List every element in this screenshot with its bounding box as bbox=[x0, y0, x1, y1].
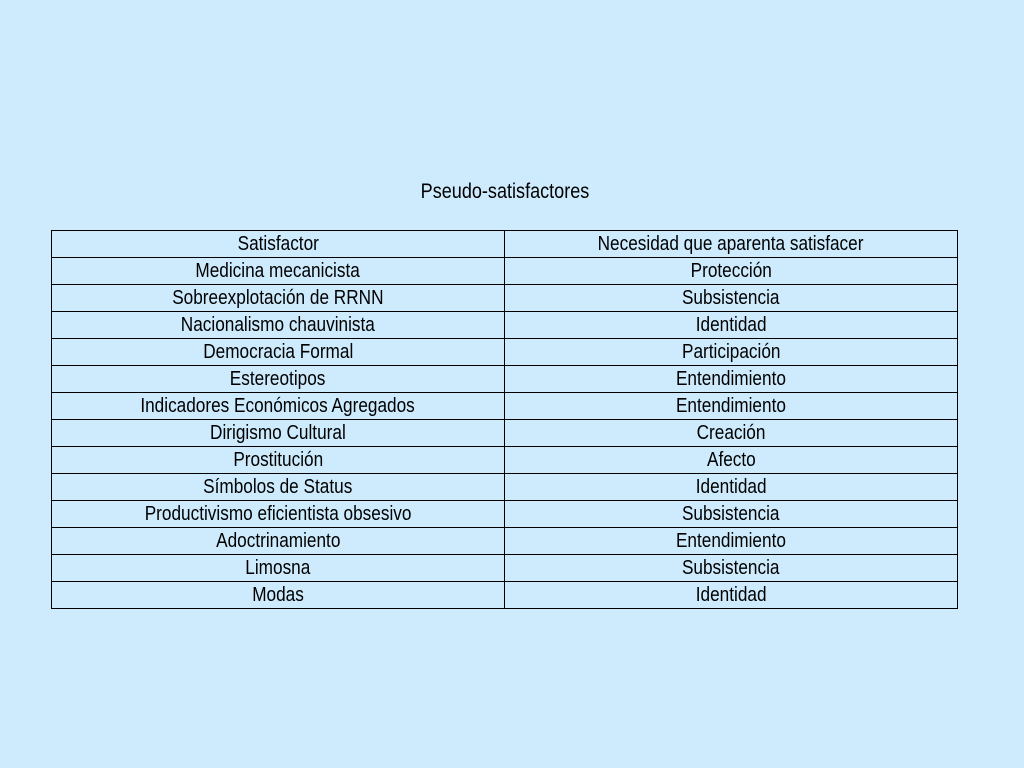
satisfactor-cell: Dirigismo Cultural bbox=[52, 420, 505, 447]
necesidad-cell: Protección bbox=[505, 258, 958, 285]
satisfactor-cell: Prostitución bbox=[52, 447, 505, 474]
necesidad-cell: Participación bbox=[505, 339, 958, 366]
table-row bbox=[52, 339, 958, 366]
table-row bbox=[52, 366, 958, 393]
satisfactor-cell: Símbolos de Status bbox=[52, 474, 505, 501]
satisfactor-cell: Estereotipos bbox=[52, 366, 505, 393]
table-row bbox=[52, 285, 958, 312]
satisfactor-cell: Productivismo eficientista obsesivo bbox=[52, 501, 505, 528]
table-row bbox=[52, 555, 958, 582]
satisfactor-cell: Limosna bbox=[52, 555, 505, 582]
satisfactor-cell: Modas bbox=[52, 582, 505, 609]
satisfactor-cell: Indicadores Económicos Agregados bbox=[52, 393, 505, 420]
necesidad-cell: Identidad bbox=[505, 312, 958, 339]
table-row bbox=[52, 393, 958, 420]
satisfactor-cell: Sobreexplotación de RRNN bbox=[52, 285, 505, 312]
satisfactor-cell: Medicina mecanicista bbox=[52, 258, 505, 285]
necesidad-cell: Identidad bbox=[505, 474, 958, 501]
table-row bbox=[52, 501, 958, 528]
necesidad-cell: Entendimiento bbox=[505, 366, 958, 393]
table-row bbox=[52, 447, 958, 474]
header-cell-necesidad: Necesidad que aparenta satisfacer bbox=[505, 231, 958, 258]
table-row bbox=[52, 474, 958, 501]
satisfactor-cell: Adoctrinamiento bbox=[52, 528, 505, 555]
table-row bbox=[52, 528, 958, 555]
necesidad-cell: Subsistencia bbox=[505, 501, 958, 528]
table-header-row bbox=[52, 231, 958, 258]
necesidad-cell: Entendimiento bbox=[505, 393, 958, 420]
pseudo-satisfactores-table bbox=[51, 230, 958, 609]
table-row bbox=[52, 582, 958, 609]
necesidad-cell: Subsistencia bbox=[505, 285, 958, 312]
necesidad-cell: Creación bbox=[505, 420, 958, 447]
necesidad-cell: Afecto bbox=[505, 447, 958, 474]
necesidad-cell: Entendimiento bbox=[505, 528, 958, 555]
satisfactor-cell: Nacionalismo chauvinista bbox=[52, 312, 505, 339]
table-row bbox=[52, 258, 958, 285]
header-cell-satisfactor: Satisfactor bbox=[52, 231, 505, 258]
satisfactor-cell: Democracia Formal bbox=[52, 339, 505, 366]
table-row bbox=[52, 312, 958, 339]
necesidad-cell: Identidad bbox=[505, 582, 958, 609]
necesidad-cell: Subsistencia bbox=[505, 555, 958, 582]
slide-title: Pseudo-satisfactores bbox=[420, 180, 590, 203]
table-row bbox=[52, 420, 958, 447]
